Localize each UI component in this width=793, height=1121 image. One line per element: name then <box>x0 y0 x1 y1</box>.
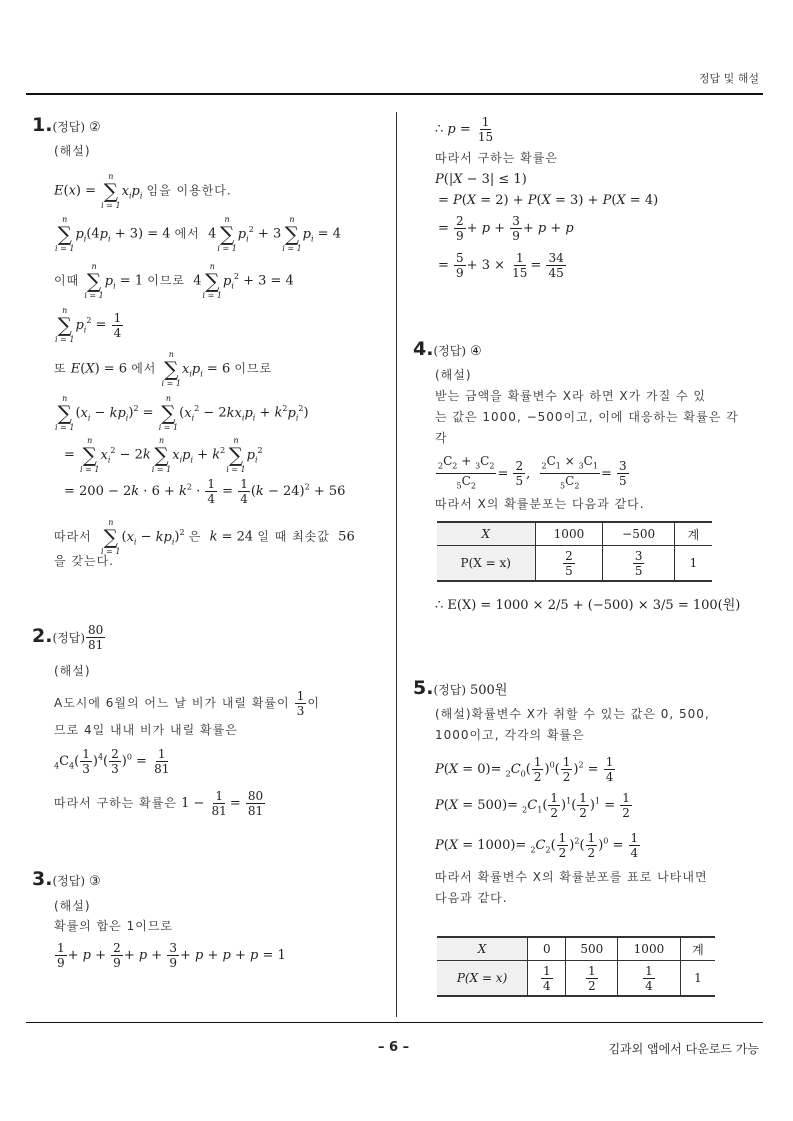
table-row <box>437 937 715 961</box>
q1-line-2: n ∑ i = 1 $p_i(4p_i + 3) = 4$ 에서 4 n ∑ i = 1 $p_i^2 + 3$ n ∑ i = 1 $p_i = 4$ <box>55 215 341 253</box>
table-cell: P(X = x) <box>437 961 528 997</box>
question-number: 2. <box>32 625 53 647</box>
table-row <box>437 961 715 997</box>
question-2-heading <box>32 624 106 651</box>
question-number: 1. <box>32 114 53 136</box>
answer-label: (정답) <box>52 631 86 645</box>
table-cell: 계 <box>674 522 712 546</box>
q3-line-2: $\frac{1}{9}$ + p + $\frac{2}{9}$ + p + $\frac{3}{9}$ + p + p + p = 1 <box>57 941 286 970</box>
answer-value: ③ <box>89 874 101 889</box>
q1-line-8: = $200 - 2k \cdot 6 + k^2$ · $\frac{1}{4}$ = $\frac{1}{4}$ $(k - 24)^2 + 56$ <box>64 477 346 506</box>
q1-line-10: 을 갖는다. <box>54 554 114 568</box>
table-cell: 0 <box>528 937 566 961</box>
answer-label: (정답) <box>433 683 467 697</box>
table-cell: X <box>437 937 528 961</box>
q2-line-1: A도시에 6월의 어느 날 비가 내릴 확률이 $\frac{1}{3}$ 이 <box>54 689 320 718</box>
q5-distribution-table <box>437 936 715 997</box>
q1-line-3: 이때 n ∑ i = 1 $p_i = 1$ 이므로 4 n ∑ i = 1 $p_i^2 + 3 = 4$ <box>54 262 294 300</box>
q5-line-5: $P(X = 1000)= _2C_2$( $\frac{1}{2}$ )$^2$( $\frac{1}{2}$ )$^0$ = $\frac{1}{4}$ <box>435 831 639 860</box>
answer-value: ② <box>89 120 101 135</box>
explanation-label: (해설) <box>54 664 91 678</box>
q3-line-5: P(|X − 3| ≤ 1) <box>435 172 527 187</box>
table-cell: 1 <box>674 546 712 582</box>
footer-rule <box>26 1022 763 1023</box>
table-cell: 1000 <box>618 937 681 961</box>
q5-line-6: 따라서 확률변수 X의 확률분포를 표로 나타내면 <box>435 870 708 884</box>
table-row <box>437 546 712 582</box>
answer-fraction: $\frac{80}{81}$ <box>88 623 104 652</box>
footer-note: 김과외 앱에서 다운로드 가능 <box>608 1042 759 1056</box>
explanation-label: (해설) <box>54 899 91 913</box>
question-number: 3. <box>32 868 53 890</box>
table-cell: $\frac{1}{2}$ <box>566 961 618 997</box>
q4-line-1: 받는 금액을 확률변수 X라 하면 X가 가질 수 있 <box>435 389 707 403</box>
table-cell: $\frac{2}{5}$ <box>535 546 603 582</box>
answer-value: ④ <box>470 344 482 359</box>
table-cell: 1 <box>680 961 715 997</box>
table-cell: $\frac{1}{4}$ <box>618 961 681 997</box>
q4-line-4: $\frac{_2C_2 + _3C_2}{_5C_2}$ = $\frac{2}{5}$ , $\frac{_2C_1 \times _3C_1}{_5C_2}$ = $\frac{3}{5}$ <box>438 454 627 491</box>
question-number: 5. <box>413 677 434 699</box>
explanation-label: (해설) <box>54 144 91 158</box>
q1-line-7: = n ∑ i = 1 $x_i^2 - 2k$ n ∑ i = 1 $x_ip_i + k^2$ n ∑ i = 1 $p_i^2$ <box>64 436 263 474</box>
q4-conclusion: ∴ E(X) = 1000 × 2/5 + (−500) × 3/5 = 100(원) <box>435 598 741 613</box>
table-cell: $\frac{1}{4}$ <box>528 961 566 997</box>
q3-line-6: = P(X = 2) + P(X = 3) + P(X = 4) <box>438 193 659 208</box>
q1-line-9: 따라서 n ∑ i = 1 $(x_i - kp_i)^2$ 은 k = 24 일 때 최솟값 56 <box>54 518 355 556</box>
q2-line-4: 따라서 구하는 확률은 1 − $\frac{1}{81}$ = $\frac{80}{81}$ <box>54 789 264 818</box>
answer-value: 500원 <box>470 683 508 698</box>
question-number: 4. <box>413 338 434 360</box>
header-rule <box>26 93 763 95</box>
table-row <box>437 522 712 546</box>
q5-line-2: 1000이고, 각각의 확률은 <box>435 728 585 742</box>
q1-line-1: E(x) = n ∑ i = 1 $x_ip_i$ 임을 이용한다. <box>54 172 232 210</box>
q2-line-2: 므로 4일 내내 비가 내릴 확률은 <box>54 723 238 737</box>
header-title: 정답 및 해설 <box>698 72 759 85</box>
page-number: – 6 – <box>378 1040 410 1055</box>
q5-line-1: (해설)확률변수 X가 취할 수 있는 값은 0, 500, <box>435 707 710 721</box>
question-5-heading <box>413 677 507 699</box>
table-cell: 1000 <box>535 522 603 546</box>
q5-line-4: $P(X = 500)= _2C_1$( $\frac{1}{2}$ )$^1$( $\frac{1}{2}$ )$^1$ = $\frac{1}{2}$ <box>435 791 630 820</box>
q4-distribution-table <box>437 521 712 582</box>
answer-label: (정답) <box>52 120 86 134</box>
table-cell: $\frac{3}{5}$ <box>603 546 675 582</box>
q3-line-1: 확률의 합은 1이므로 <box>54 919 174 933</box>
question-4-heading <box>413 338 482 360</box>
table-cell: X <box>437 522 535 546</box>
q1-line-6: n ∑ i = 1 $(x_i - kp_i)^2$ = n ∑ i = 1 $(x_i^2 - 2kx_ip_i + k^2p_i^2)$ <box>55 394 309 432</box>
answer-label: (정답) <box>52 874 86 888</box>
question-1-heading <box>32 114 101 136</box>
q3-line-8: = $\frac{5}{9}$ + 3 × $\frac{1}{15}$ = $\frac{34}{45}$ <box>438 251 564 280</box>
q4-line-5: 따라서 X의 확률분포는 다음과 같다. <box>435 497 645 511</box>
table-cell: P(X = x) <box>437 546 535 582</box>
q3-line-3: ∴ p = $\frac{1}{15}$ <box>435 115 494 144</box>
q2-line-3: $_4C_4$( $\frac{1}{3}$ )$^4$( $\frac{2}{3}$ )$^0$ = $\frac{1}{81}$ <box>54 747 170 776</box>
table-cell: −500 <box>603 522 675 546</box>
q1-line-4: n ∑ i = 1 $p_i^2$ = $\frac{1}{4}$ <box>55 306 122 344</box>
q3-line-7: = $\frac{2}{9}$ + p + $\frac{3}{9}$ + p + p <box>438 214 574 243</box>
q5-line-3: $P(X = 0)= _2C_0$( $\frac{1}{2}$ )$^0$( $\frac{1}{2}$ )$^2$ = $\frac{1}{4}$ <box>435 755 614 784</box>
q4-line-3: 각 <box>435 431 448 445</box>
column-divider <box>396 112 397 1017</box>
table-cell: 계 <box>680 937 715 961</box>
q3-line-4: 따라서 구하는 확률은 <box>435 151 558 165</box>
q1-line-5: 또 E(X) = 6 에서 n ∑ i = 1 $x_ip_i = 6$ 이므로 <box>54 350 273 388</box>
q5-line-7: 다음과 같다. <box>435 891 508 905</box>
q4-line-2: 는 값은 1000, −500이고, 이에 대응하는 확률은 각 <box>435 410 739 424</box>
answer-label: (정답) <box>433 344 467 358</box>
table-cell: 500 <box>566 937 618 961</box>
question-3-heading <box>32 868 101 890</box>
explanation-label: (해설) <box>435 368 472 382</box>
